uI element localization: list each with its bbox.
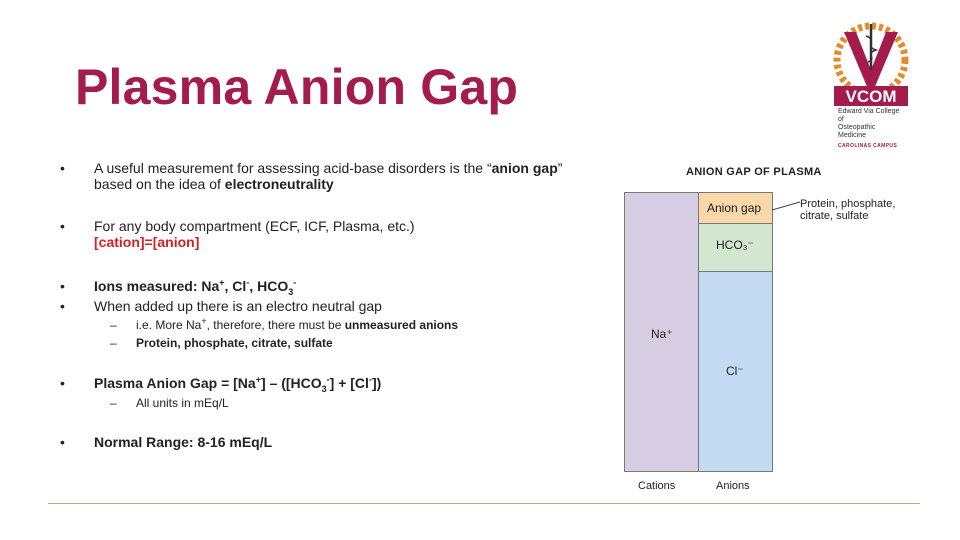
bullet-dot: • [60, 160, 65, 176]
cations-label: Cations [638, 480, 676, 492]
bullet-text-part: For any body compartment (ECF, ICF, Plasma, etc.) [94, 218, 415, 234]
bullet-dot: • [60, 278, 65, 294]
cation-anion-equation: [cation]=[anion] [94, 234, 200, 250]
superscript: - [368, 374, 372, 385]
sub-bold-term: unmeasured anions [344, 318, 459, 332]
logo-campus: CAROLINAS CAMPUS [838, 143, 898, 149]
anion-gap-formula [94, 374, 584, 394]
anions-label: Anions [716, 480, 750, 492]
sub-dash: – [110, 336, 117, 350]
subbullet-text [136, 318, 458, 332]
cations-column [624, 192, 699, 472]
subscript: 3 [321, 383, 327, 394]
logo-abbr: VCOM [845, 87, 897, 106]
logo-line1: Edward Via College of [838, 108, 900, 123]
na-label: Na⁺ [651, 327, 673, 341]
bullet-bold-term: anion gap [491, 160, 558, 176]
sub-text-part: , therefore, there must be [206, 318, 345, 332]
sub-dash: – [110, 318, 117, 332]
superscript: + [201, 316, 207, 326]
bullet-text-part: , Cl [224, 278, 247, 294]
superscript: - [326, 374, 330, 385]
bullet-text-part: , HCO [249, 278, 289, 294]
diagram-title: ANION GAP OF PLASMA [686, 166, 822, 178]
sub-text-part: i.e. More Na [136, 318, 202, 332]
hco3-box [698, 223, 773, 272]
bullet-text-part: Ions measured: Na [94, 278, 220, 294]
formula-part: ]) [371, 375, 382, 391]
subscript: 3 [288, 286, 294, 297]
anion-gap-box [698, 192, 773, 224]
cl-label: Cl⁻ [726, 364, 744, 378]
formula-part: Plasma Anion Gap = [Na [94, 375, 256, 391]
superscript: + [219, 277, 225, 288]
bullet-text: When added up there is an electro neutral gap [94, 298, 382, 314]
bullet-text [94, 218, 584, 250]
anion-gap-diagram [600, 158, 930, 498]
bullet-dot: • [60, 218, 65, 234]
callout-line1: Protein, phosphate, [800, 198, 896, 210]
bullet-dot: • [60, 375, 65, 391]
superscript: + [255, 374, 261, 385]
cl-box [698, 271, 773, 472]
subbullet-text: Protein, phosphate, citrate, sulfate [136, 336, 333, 350]
hco3-label: HCO₃⁻ [716, 238, 754, 252]
subbullet-text: All units in mEq/L [136, 396, 229, 410]
superscript: - [246, 277, 250, 288]
slide-title: Plasma Anion Gap [75, 59, 519, 115]
logo-line2: Osteopathic Medicine [838, 124, 876, 139]
sub-dash: – [110, 396, 117, 410]
footer-divider [48, 503, 920, 504]
anion-gap-label: Anion gap [707, 201, 762, 215]
bullet-dot: • [60, 434, 65, 450]
bullet-text [94, 277, 584, 297]
formula-part: ] – ([HCO [260, 375, 322, 391]
bullet-text-part: A useful measurement for assessing acid-base disorders is the “ [94, 160, 492, 176]
bullet-dot: • [60, 298, 65, 314]
superscript: - [293, 277, 297, 288]
normal-range-text: Normal Range: 8-16 mEq/L [94, 434, 273, 450]
formula-part: ] + [Cl [329, 375, 369, 391]
unmeasured-anions-callout [800, 198, 930, 222]
bullet-text [94, 160, 584, 192]
bullet-bold-term: electroneutrality [224, 176, 334, 192]
callout-line2: citrate, sulfate [800, 210, 869, 222]
callout-line [770, 198, 804, 218]
logo-caption [838, 108, 904, 150]
bullet-text-part: ” based on the idea of [94, 160, 563, 192]
